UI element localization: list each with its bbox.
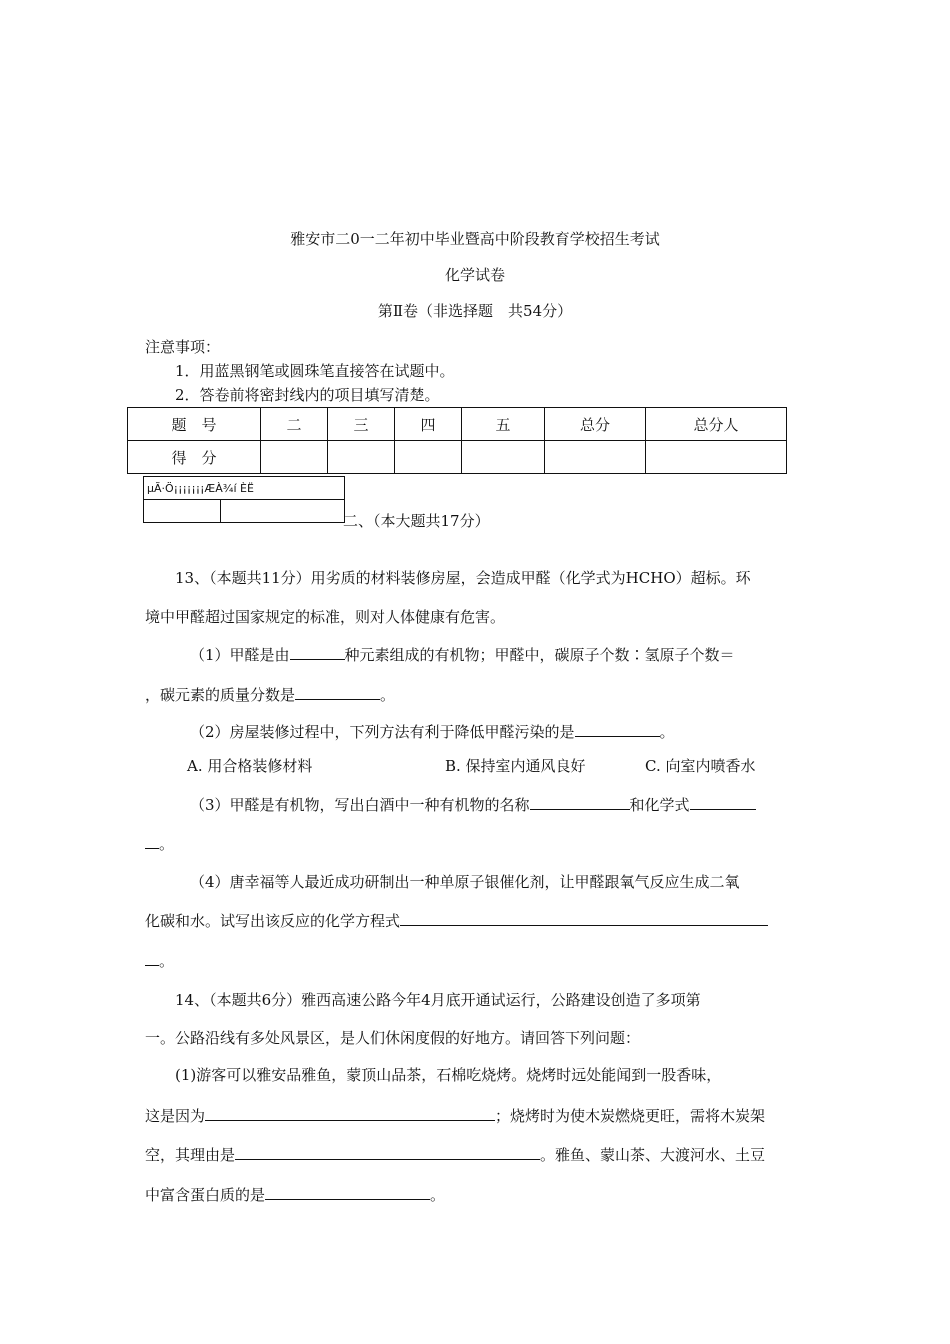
q13-text: ，碳元素的质量分数是	[145, 686, 296, 704]
q14-text: ；烧烤时为使木炭燃烧更旺，需将木炭架	[495, 1107, 766, 1125]
notes-heading: 注意事项：	[145, 338, 221, 356]
score-cell[interactable]	[328, 441, 395, 474]
score-header-cell: 三	[328, 408, 395, 441]
q14-text: 空，其理由是	[145, 1146, 236, 1164]
q14-line: 一。公路沿线有多处风景区，是人们休闲度假的好地方。请回答下列问题：	[145, 1029, 641, 1047]
option-c[interactable]: C. 向室内喷香水	[645, 757, 756, 775]
score-table	[127, 407, 787, 474]
q13-text: （3）甲醛是有机物，写出白酒中一种有机物的名称	[190, 796, 530, 814]
q13-sub4-end	[145, 950, 174, 971]
q13-sub3	[190, 794, 756, 815]
answer-blank[interactable]	[295, 685, 380, 700]
score-header-cell: 二	[261, 408, 328, 441]
q14-text: 这是因为	[145, 1107, 206, 1125]
q14-part1-cont	[145, 1144, 765, 1165]
q14-text: 。雅鱼、蒙山茶、大渡河水、土豆	[540, 1146, 766, 1164]
q13-text: （1）甲醛是由	[190, 646, 290, 664]
section-title: 第Ⅱ卷（非选择题 共54分）	[377, 302, 573, 320]
score-cell[interactable]	[545, 441, 646, 474]
grader-cell[interactable]	[144, 500, 221, 523]
answer-blank[interactable]	[530, 795, 630, 810]
q13-text: 和化学式	[629, 796, 690, 814]
score-header-cell: 总分	[545, 408, 646, 441]
subject-title: 化学试卷	[444, 266, 505, 284]
grader-header: µÃ·Ö¡¡¡¡¡¡¡ÆÀ¾í ÈË	[144, 477, 345, 500]
answer-blank[interactable]	[205, 1106, 495, 1121]
q13-sub1	[190, 644, 735, 665]
q13-text: 。	[159, 952, 175, 970]
note-item: 1．用蓝黑钢笔或圆珠笔直接答在试题中。	[175, 362, 455, 380]
q13-line: 13、（本题共11分）用劣质的材料装修房屋，会造成甲醛（化学式为HCHO）超标。环	[175, 569, 751, 587]
part-heading: 二、（本大题共17分）	[343, 512, 490, 530]
q13-text: 。	[380, 686, 396, 704]
q14-line: 14、（本题共6分）雅西高速公路今年4月底开通试运行，公路建设创造了多项第	[175, 991, 701, 1009]
answer-blank[interactable]	[400, 911, 768, 926]
q13-text: 化碳和水。试写出该反应的化学方程式	[145, 912, 401, 930]
score-header-cell: 总分人	[646, 408, 787, 441]
answer-blank[interactable]	[145, 834, 159, 849]
answer-blank[interactable]	[265, 1185, 430, 1200]
q13-sub4: （4）唐幸福等人最近成功研制出一种单原子银催化剂，让甲醛跟氧气反应生成二氧	[190, 873, 740, 891]
q14-part1: (1)游客可以雅安品雅鱼，蒙顶山品茶，石棉吃烧烤。烧烤时远处能闻到一股香味，	[175, 1066, 722, 1084]
q13-sub2	[190, 721, 675, 742]
grader-box	[143, 476, 345, 523]
answer-blank[interactable]	[690, 795, 756, 810]
score-header-cell: 四	[395, 408, 462, 441]
score-header-cell: 五	[462, 408, 545, 441]
score-cell[interactable]	[395, 441, 462, 474]
q13-text: 种元素组成的有机物；甲醛中，碳原子个数∶氢原子个数＝	[344, 646, 735, 664]
note-item: 2．答卷前将密封线内的项目填写清楚。	[175, 386, 440, 404]
q13-text: 。	[159, 835, 175, 853]
score-cell[interactable]	[462, 441, 545, 474]
answer-blank[interactable]	[145, 951, 159, 966]
grader-cell[interactable]	[221, 500, 345, 523]
q14-part1-cont	[145, 1184, 445, 1205]
option-b[interactable]: B. 保持室内通风良好	[445, 757, 586, 775]
q13-text: （2）房屋装修过程中，下列方法有利于降低甲醛污染的是	[190, 723, 575, 741]
q13-sub3-cont	[145, 833, 174, 854]
answer-blank[interactable]	[235, 1145, 540, 1160]
score-row-label: 得 分	[128, 441, 261, 474]
q14-part1-cont	[145, 1105, 765, 1126]
q14-text: 中富含蛋白质的是	[145, 1186, 266, 1204]
score-cell[interactable]	[646, 441, 787, 474]
score-cell[interactable]	[261, 441, 328, 474]
q13-text: 。	[659, 723, 675, 741]
q13-sub4-cont	[145, 910, 768, 931]
q13-line: 境中甲醛超过国家规定的标准，则对人体健康有危害。	[145, 608, 506, 626]
q14-text: 。	[430, 1186, 446, 1204]
score-header-cell: 题 号	[128, 408, 261, 441]
answer-blank[interactable]	[575, 722, 660, 737]
q13-sub1-cont	[145, 684, 395, 705]
option-a[interactable]: A. 用合格装修材料	[187, 757, 313, 775]
exam-title: 雅安市二0一二年初中毕业暨高中阶段教育学校招生考试	[290, 230, 660, 248]
answer-blank[interactable]	[290, 645, 345, 660]
